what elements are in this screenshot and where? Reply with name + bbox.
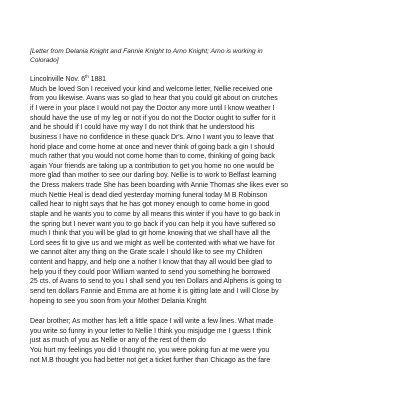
letter-line: much I think that you will be glad to git home knowing that we shall have all the xyxy=(30,230,271,238)
paragraph-gap xyxy=(30,306,378,317)
letter-dateline xyxy=(30,75,378,85)
postscript-line: not M.B thought you had better not get a ticket further than Chicago as the fare xyxy=(30,356,271,364)
letter-line: and he should if I could have my way I do not think that he understood his xyxy=(30,124,255,132)
postscript-line: just as much of you as Nellie or any of the rest of them do xyxy=(30,337,206,345)
letter-line: send ten dollars Fannie and Emma are at home it is gitting late and I will Close by xyxy=(30,287,279,295)
letter-line: the spring but I never want you to go back if you can help it you have suffered so xyxy=(30,220,276,228)
letter-line: business I have no confidence in these quack Dr's. Arno I want you to leave that xyxy=(30,133,274,141)
postscript xyxy=(30,317,378,365)
letter-line: help you if they could poor William wanted to send you something he borrowed xyxy=(30,268,271,276)
date-place: Lincolnville Nov. 6 xyxy=(30,76,86,84)
letter-line: much rather that you would not come home than to come, thinking of going back xyxy=(30,153,275,161)
letter-line: Lord sees fit to give us and we might as well be contented with what we have for xyxy=(30,239,275,247)
postscript-line: You hurt my feelings you did I thought no, you were poking fun at me were you xyxy=(30,347,270,355)
date-ordinal-suffix: th xyxy=(85,74,89,80)
postscript-line: Dear brother; As mother has left a little space I will write a few lines. What made xyxy=(30,318,274,326)
letter-line: Much be loved Son I received your kind and welcome letter, Nellie received one xyxy=(30,85,273,93)
letter-line: from you likewise. Avans was so glad to hear that you could git about on crutches xyxy=(30,95,278,103)
letter-line: content and happy, and help one a nother I know that thay all would bee glad to xyxy=(30,259,272,267)
letter-line: more glad than mother to see our darling boy. Nellie is to work to Belfast learning xyxy=(30,172,277,180)
letter-line: much Nettie Heal is dead died yesterday morning funeral today M B Robinson xyxy=(30,191,268,199)
heading-line: [Letter from Delania Knight and Fannie Knight to Arno Knight; Arno is working in xyxy=(30,48,263,55)
date-year: 1881 xyxy=(90,76,106,84)
letter-line: 25 cts. of Avans to send to you I shall send you ten Dollars and Alphens is going to xyxy=(30,278,282,286)
letter-line: should have the use of my leg or not if you do not the Doctor ought to suffer for it xyxy=(30,114,276,122)
letter-body xyxy=(30,85,378,306)
letter-line: the Dress makers trade She has been boarding with Annie Thomas she likes ever so xyxy=(30,182,289,190)
letter-line: staple and he wants you to come by all means this winter if you have to go back in xyxy=(30,210,281,218)
document-heading xyxy=(30,48,378,65)
letter-line: if I were in your place I would not pay the Doctor any more until I know weather I xyxy=(30,105,275,113)
letter-line: hopeing to see you soon from your Mother Delania Knight xyxy=(30,297,207,305)
heading-line: Colorado] xyxy=(30,56,59,64)
letter-line: horid place and come home at once and never think of going back a gin I should xyxy=(30,143,275,151)
letter-page xyxy=(30,48,378,365)
postscript-line: you write so funny in your letter to Nellie I think you misjudge me I guess I think xyxy=(30,327,271,335)
letter-line: we cannot alter any thing on the Grate scale I should like to see my Children xyxy=(30,249,263,257)
letter-line: called hear to night says that he has got money enough to come home in good xyxy=(30,201,270,209)
letter-line: again Your friends are taking up a contribution to get you home no one would be xyxy=(30,162,275,170)
